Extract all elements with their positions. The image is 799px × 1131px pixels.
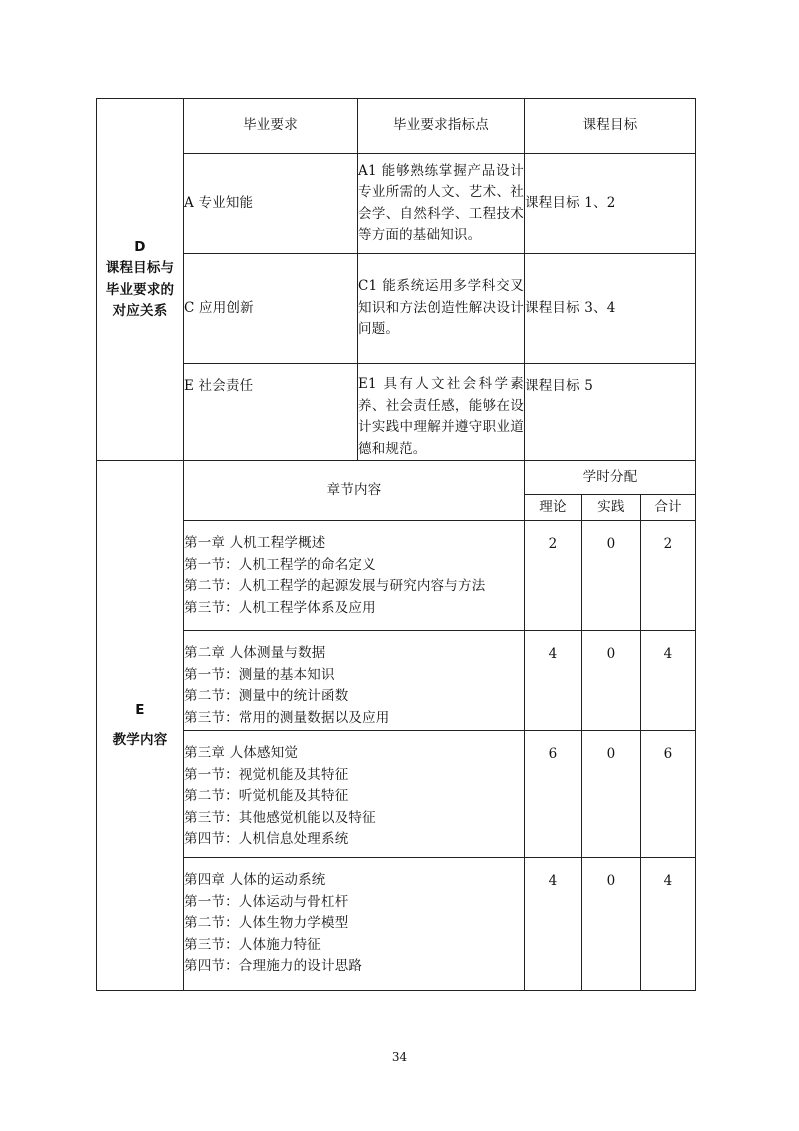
- section-d-label: [97, 99, 184, 461]
- requirement-row: [97, 154, 696, 254]
- chapter-section: 第一节：视觉机能及其特征: [184, 766, 349, 783]
- chapter-section: 第二节：测量中的统计函数: [184, 688, 349, 704]
- practice-hours: 0: [582, 521, 641, 631]
- requirement-row: [97, 254, 696, 364]
- chapter-section: 第四节：合理施力的设计思路: [184, 958, 363, 974]
- chapter-row: [97, 521, 696, 631]
- header-objective: 课程目标: [525, 99, 696, 154]
- requirement-row: [97, 364, 696, 461]
- header-indicator: 毕业要求指标点: [358, 99, 525, 154]
- total-hours: 4: [641, 858, 696, 991]
- chapter-row: [97, 731, 696, 858]
- requirement-cell: A 专业知能: [184, 154, 358, 254]
- chapter-row: [97, 631, 696, 731]
- requirement-cell: E 社会责任: [184, 364, 358, 461]
- objective-cell: 课程目标 1、2: [525, 154, 696, 254]
- total-hours: 2: [641, 521, 696, 631]
- chapter-content: [184, 731, 525, 858]
- header-hours: 学时分配: [525, 461, 696, 495]
- chapter-content: [184, 858, 525, 991]
- chapter-section: 第四节：人机信息处理系统: [184, 831, 349, 847]
- chapter-section: 第三节：人机工程学体系及应用: [184, 599, 376, 616]
- section-d-title-line: 对应关系: [112, 303, 168, 319]
- chapter-title: 第四章 人体的运动系统: [184, 872, 326, 888]
- section-d-title-line: 毕业要求的: [105, 281, 175, 298]
- chapter-section: 第三节：人体施力特征: [184, 936, 321, 953]
- chapter-row: [97, 858, 696, 991]
- practice-hours: 0: [582, 631, 641, 731]
- section-d-title-line: 课程目标与: [105, 260, 175, 276]
- header-practice: 实践: [582, 495, 641, 521]
- chapter-section: 第一节：测量的基本知识: [184, 666, 335, 683]
- indicator-cell: E1 具有人文社会科学素养、社会责任感，能够在设计实践中理解并遵守职业道德和规范。: [358, 364, 525, 461]
- indicator-cell: A1 能够熟练掌握产品设计专业所需的人文、艺术、社会学、自然科学、工程技术等方面的基础知识。: [358, 154, 525, 254]
- theory-hours: 6: [525, 731, 582, 858]
- section-e-code: E: [135, 702, 145, 718]
- page-number: 34: [391, 1050, 408, 1064]
- chapter-title: 第二章 人体测量与数据: [184, 645, 326, 661]
- course-table: [96, 98, 696, 991]
- practice-hours: 0: [582, 858, 641, 991]
- practice-hours: 0: [582, 731, 641, 858]
- chapter-section: 第一节：人机工程学的命名定义: [184, 556, 376, 573]
- total-hours: 6: [641, 731, 696, 858]
- chapter-section: 第一节：人体运动与骨杠杆: [184, 893, 349, 910]
- chapter-content: [184, 631, 525, 731]
- chapter-section: 第三节：其他感觉机能以及特征: [184, 809, 376, 826]
- chapter-content: [184, 521, 525, 631]
- theory-hours: 4: [525, 631, 582, 731]
- indicator-cell: C1 能系统运用多学科交叉知识和方法创造性解决设计问题。: [358, 254, 525, 364]
- chapter-title: 第三章 人体感知觉: [184, 745, 299, 761]
- objective-cell: 课程目标 5: [525, 364, 696, 461]
- section-d-header-row: [97, 99, 696, 154]
- section-e-header-row: [97, 461, 696, 495]
- chapter-section: 第二节：听觉机能及其特征: [184, 788, 349, 804]
- header-requirement: 毕业要求: [184, 99, 358, 154]
- total-hours: 4: [641, 631, 696, 731]
- section-d-code: D: [134, 238, 146, 255]
- header-chapter-content: 章节内容: [184, 461, 525, 521]
- section-e-label: [97, 461, 184, 991]
- theory-hours: 2: [525, 521, 582, 631]
- theory-hours: 4: [525, 858, 582, 991]
- chapter-section: 第二节：人体生物力学模型: [184, 915, 349, 931]
- section-e-title: 教学内容: [112, 731, 168, 748]
- chapter-title: 第一章 人机工程学概述: [184, 535, 326, 551]
- requirement-cell: C 应用创新: [184, 254, 358, 364]
- chapter-section: 第二节：人机工程学的起源发展与研究内容与方法: [184, 578, 486, 594]
- header-total: 合计: [641, 495, 696, 521]
- objective-cell: 课程目标 3、4: [525, 254, 696, 364]
- chapter-section: 第三节：常用的测量数据以及应用: [184, 709, 390, 726]
- header-theory: 理论: [525, 495, 582, 521]
